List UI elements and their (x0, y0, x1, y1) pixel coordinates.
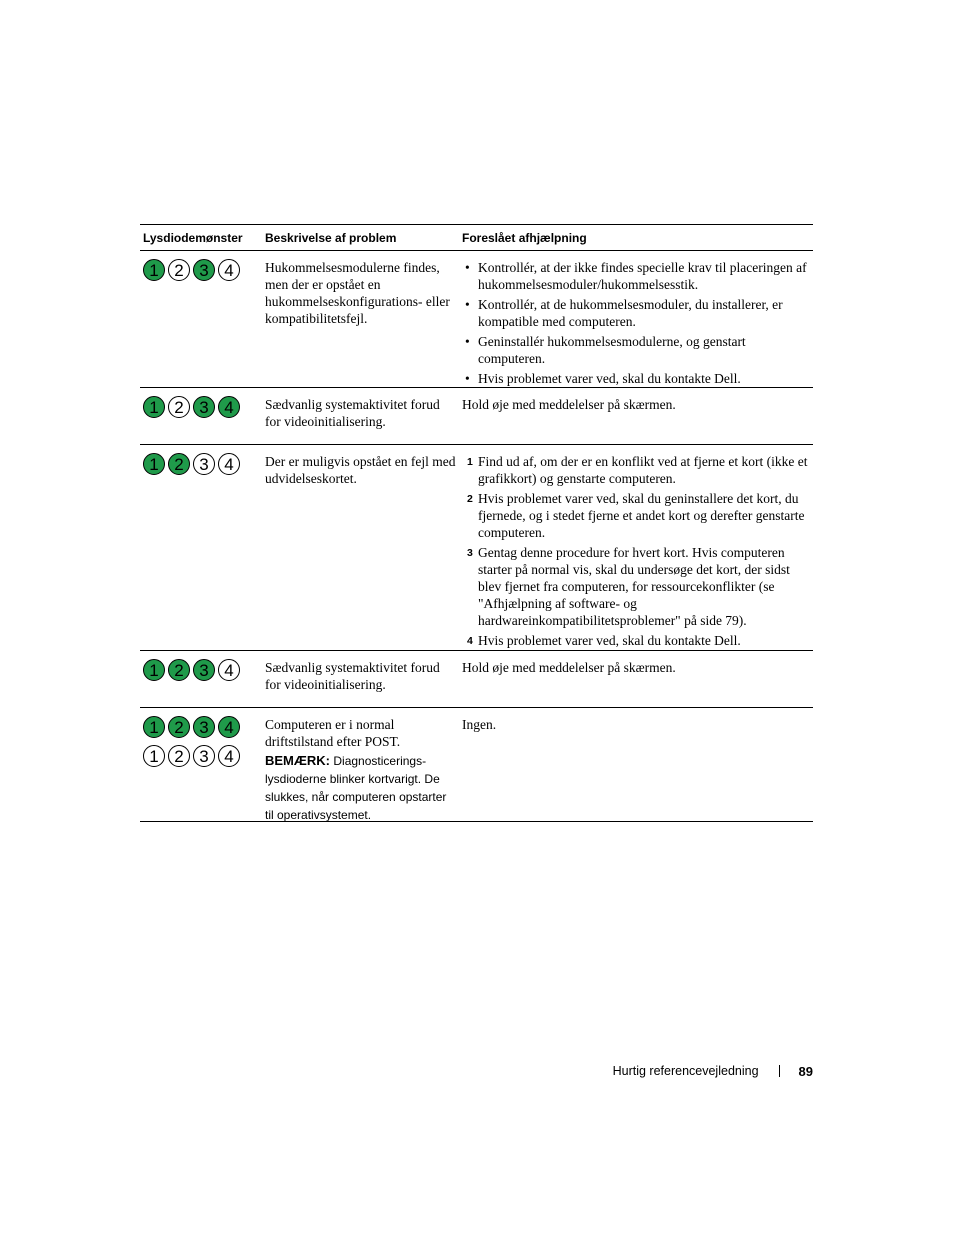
table-row (140, 444, 813, 650)
problem-description: Sædvanlig systemaktivitet forud for videoinitialisering. (265, 660, 440, 692)
footer-title: Hurtig referencevejledning (612, 1064, 759, 1078)
list-item: 1 Find ud af, om der er en konflikt ved at fjerne et kort (ikke et grafikkort) og genstarte computeren. (467, 454, 808, 486)
led-4-indicator: 4 (218, 396, 240, 418)
header-pattern: Lysdiodemønster (143, 230, 243, 245)
list-item: 2 Hvis problemet varer ved, skal du geninstallere det kort, du fjernede, og i stedet fjerne et andet kort og derefter genstarte computeren. (467, 491, 805, 540)
led-3-indicator: 3 (193, 716, 215, 738)
diagnostic-led-table (140, 224, 813, 822)
remedy-bullet-list (462, 259, 809, 387)
remedy-text: Hold øje med meddelelser på skærmen. (462, 660, 676, 675)
table-row (140, 251, 813, 387)
led-1-indicator: 1 (143, 259, 165, 281)
list-item: • Geninstallér hukommelsesmodulerne, og genstart computeren. (465, 334, 746, 366)
led-1-indicator: 1 (143, 745, 165, 767)
problem-description: Sædvanlig systemaktivitet forud for videoinitialisering. (265, 397, 440, 429)
list-item: 3 Gentag denne procedure for hvert kort. Hvis computeren starter på normal vis, skal du undersøge det kort, der sidst blev fjernet fra computeren, for ressourcekonflikter (se "Afhjælpning af software- og hardwareinkompatibilitetsproblemer" på side 79). (467, 545, 790, 628)
table-row (140, 387, 813, 444)
led-2-indicator: 2 (168, 259, 190, 281)
table-row (140, 707, 813, 821)
led-pattern (143, 259, 265, 281)
led-3-indicator: 3 (193, 745, 215, 767)
led-4-indicator: 4 (218, 659, 240, 681)
led-pattern (143, 659, 265, 681)
led-3-indicator: 3 (193, 396, 215, 418)
header-remedy: Foreslået afhjælpning (462, 230, 587, 245)
led-1-indicator: 1 (143, 396, 165, 418)
problem-description-cell (265, 708, 462, 821)
table-header (140, 225, 813, 251)
led-1-indicator: 1 (143, 716, 165, 738)
remedy-cell (462, 251, 813, 387)
note (265, 752, 456, 824)
page-footer (560, 1062, 813, 1080)
led-pattern-off (143, 745, 265, 767)
led-pattern-cell (140, 651, 265, 707)
led-2-indicator: 2 (168, 659, 190, 681)
remedy-cell (462, 445, 813, 650)
led-4-indicator: 4 (218, 745, 240, 767)
led-3-indicator: 3 (193, 259, 215, 281)
led-2-indicator: 2 (168, 716, 190, 738)
table-row (140, 650, 813, 707)
footer-separator (779, 1065, 780, 1077)
led-3-indicator: 3 (193, 453, 215, 475)
list-item: • Kontrollér, at de hukommelsesmoduler, du installerer, er kompatible med computeren. (465, 297, 783, 329)
header-description: Beskrivelse af problem (265, 230, 397, 245)
problem-description: Der er muligvis opstået en fejl med udvidelseskortet. (265, 454, 456, 486)
led-2-indicator: 2 (168, 396, 190, 418)
led-1-indicator: 1 (143, 659, 165, 681)
led-pattern (143, 453, 265, 475)
led-pattern-cell (140, 445, 265, 650)
list-item: • Hvis problemet varer ved, skal du kontakte Dell. (465, 371, 741, 386)
note-text: Diagnosticerings-lysdioderne blinker kortvarigt. De slukkes, når computeren opstarter til operativsystemet. (265, 754, 447, 822)
led-pattern-cell (140, 388, 265, 444)
led-3-indicator: 3 (193, 659, 215, 681)
list-item: 4 Hvis problemet varer ved, skal du kontakte Dell. (467, 633, 741, 648)
problem-description: Hukommelsesmodulerne findes, men der er opstået en hukommelseskonfigurations- eller kompatibilitetsfejl. (265, 260, 450, 326)
led-pattern-cell (140, 251, 265, 387)
list-item: • Kontrollér, at der ikke findes specielle krav til placeringen af hukommelsesmoduler/hukommelsesstik. (465, 260, 807, 292)
led-pattern-cell (140, 708, 265, 821)
problem-description: Computeren er i normal driftstilstand efter POST. (265, 717, 401, 749)
page-number: 89 (798, 1063, 813, 1079)
remedy-steps-list (462, 453, 809, 649)
remedy-text: Hold øje med meddelelser på skærmen. (462, 397, 676, 412)
led-pattern (143, 396, 265, 418)
led-4-indicator: 4 (218, 716, 240, 738)
led-4-indicator: 4 (218, 259, 240, 281)
led-4-indicator: 4 (218, 453, 240, 475)
led-2-indicator: 2 (168, 745, 190, 767)
remedy-text: Ingen. (462, 717, 497, 732)
led-1-indicator: 1 (143, 453, 165, 475)
led-2-indicator: 2 (168, 453, 190, 475)
led-pattern (143, 716, 265, 738)
note-label: BEMÆRK: (265, 753, 330, 768)
